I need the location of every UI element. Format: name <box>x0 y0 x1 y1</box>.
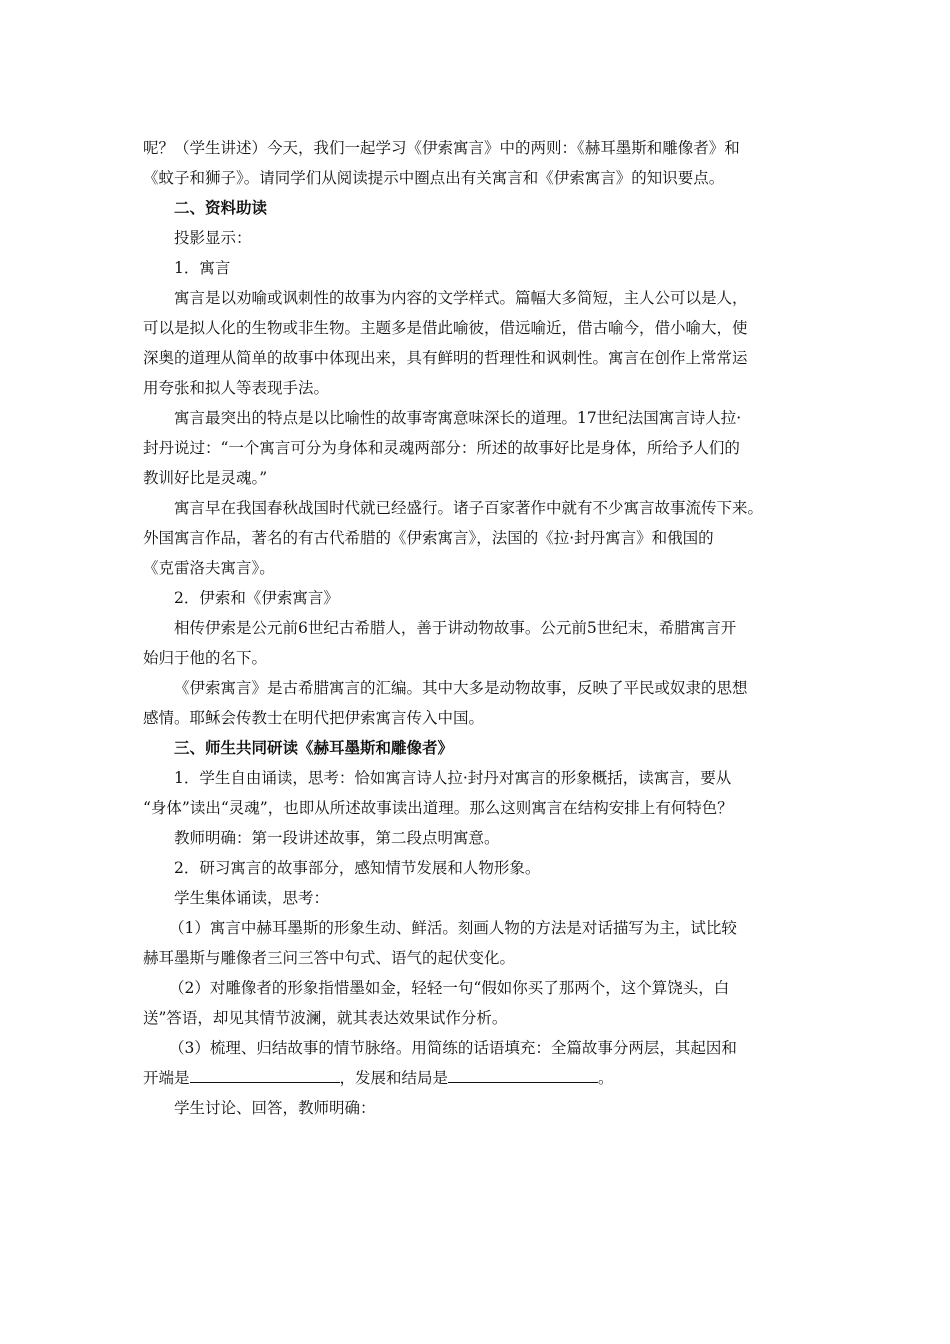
text-line: 相传伊索是公元前6世纪古希腊人，善于讲动物故事。公元前5世纪末，希腊寓言开 <box>174 619 737 637</box>
text-line: （2）对雕像者的形象指惜墨如金，轻轻一句“假如你买了那两个，这个算饶头，白 <box>169 979 730 997</box>
text-line: 《克雷洛夫寓言》。 <box>143 559 275 577</box>
text-line: 教师明确：第一段讲述故事，第二段点明寓意。 <box>174 829 500 847</box>
text-line: 寓言最突出的特点是以比喻性的故事寄寓意味深长的道理。17世纪法国寓言诗人拉· <box>174 409 742 427</box>
text-line: 1．寓言 <box>174 259 231 277</box>
text-line: 《伊索寓言》是古希腊寓言的汇编。其中大多是动物故事，反映了平民或奴隶的思想 <box>174 679 748 697</box>
fill-text-middle: ，发展和结局是 <box>339 1069 449 1087</box>
text-line: 呢？（学生讲述）今天，我们一起学习《伊索寓言》中的两则：《赫耳墨斯和雕像者》和 <box>143 139 740 157</box>
text-line: （1）寓言中赫耳墨斯的形象生动、鲜活。刻画人物的方法是对话描写为主，试比较 <box>169 919 737 937</box>
answer-blank-cause[interactable] <box>190 1064 340 1083</box>
fill-text-after: 。 <box>598 1069 614 1087</box>
text-line: 1．学生自由诵读，思考：恰如寓言诗人拉·封丹对寓言的形象概括，读寓言，要从 <box>174 769 732 787</box>
section-heading: 三、师生共同研读《赫耳墨斯和雕像者》 <box>174 738 454 757</box>
text-line: 感情。耶稣会传教士在明代把伊索寓言传入中国。 <box>143 709 485 727</box>
text-line: 2．伊索和《伊索寓言》 <box>174 589 339 607</box>
text-line: 外国寓言作品，著名的有古代希腊的《伊索寓言》，法国的《拉·封丹寓言》和俄国的 <box>143 529 714 547</box>
text-line: 投影显示： <box>174 229 252 247</box>
text-line: 深奥的道理从简单的故事中体现出来，具有鲜明的哲理性和讽刺性。寓言在创作上常常运 <box>143 349 748 367</box>
text-line: 教训好比是灵魂。” <box>143 469 268 487</box>
text-line: 寓言是以劝喻或讽刺性的故事为内容的文学样式。篇幅大多简短，主人公可以是人， <box>174 289 748 307</box>
text-line: 送”答语，却见其情节波澜，就其表达效果试作分析。 <box>143 1009 508 1027</box>
text-line: 可以是拟人化的生物或非生物。主题多是借此喻彼，借远喻近，借古喻今，借小喻大，使 <box>143 319 748 337</box>
section-heading: 二、资料助读 <box>174 198 268 217</box>
text-line: （3）梳理、归结故事的情节脉络。用简练的话语填充：全篇故事分两层，其起因和 <box>169 1039 737 1057</box>
text-line: “身体”读出“灵魂”，也即从所述故事读出道理。那么这则寓言在结构安排上有何特色？ <box>143 799 733 817</box>
text-line: 赫耳墨斯与雕像者三问三答中句式、语气的起伏变化。 <box>143 949 516 967</box>
text-line: 《蚊子和狮子》。请同学们从阅读提示中圈点出有关寓言和《伊索寓言》的知识要点。 <box>143 169 725 187</box>
text-line: 学生集体诵读，思考： <box>174 889 330 907</box>
text-line: 2．研习寓言的故事部分，感知情节发展和人物形象。 <box>174 859 541 877</box>
answer-blank-outcome[interactable] <box>448 1064 598 1083</box>
text-line: 寓言早在我国春秋战国时代就已经盛行。诸子百家著作中就有不少寓言故事流传下来。 <box>174 499 764 517</box>
text-line: 始归于他的名下。 <box>143 649 268 667</box>
text-line: 封丹说过：“一个寓言可分为身体和灵魂两部分：所述的故事好比是身体，所给予人们的 <box>143 439 740 457</box>
text-line: 用夸张和拟人等表现手法。 <box>143 379 330 397</box>
fill-text-before: 开端是 <box>143 1069 190 1087</box>
document-body <box>143 133 811 1123</box>
fill-in-line <box>143 1063 811 1093</box>
text-line: 学生讨论、回答，教师明确： <box>174 1099 376 1117</box>
